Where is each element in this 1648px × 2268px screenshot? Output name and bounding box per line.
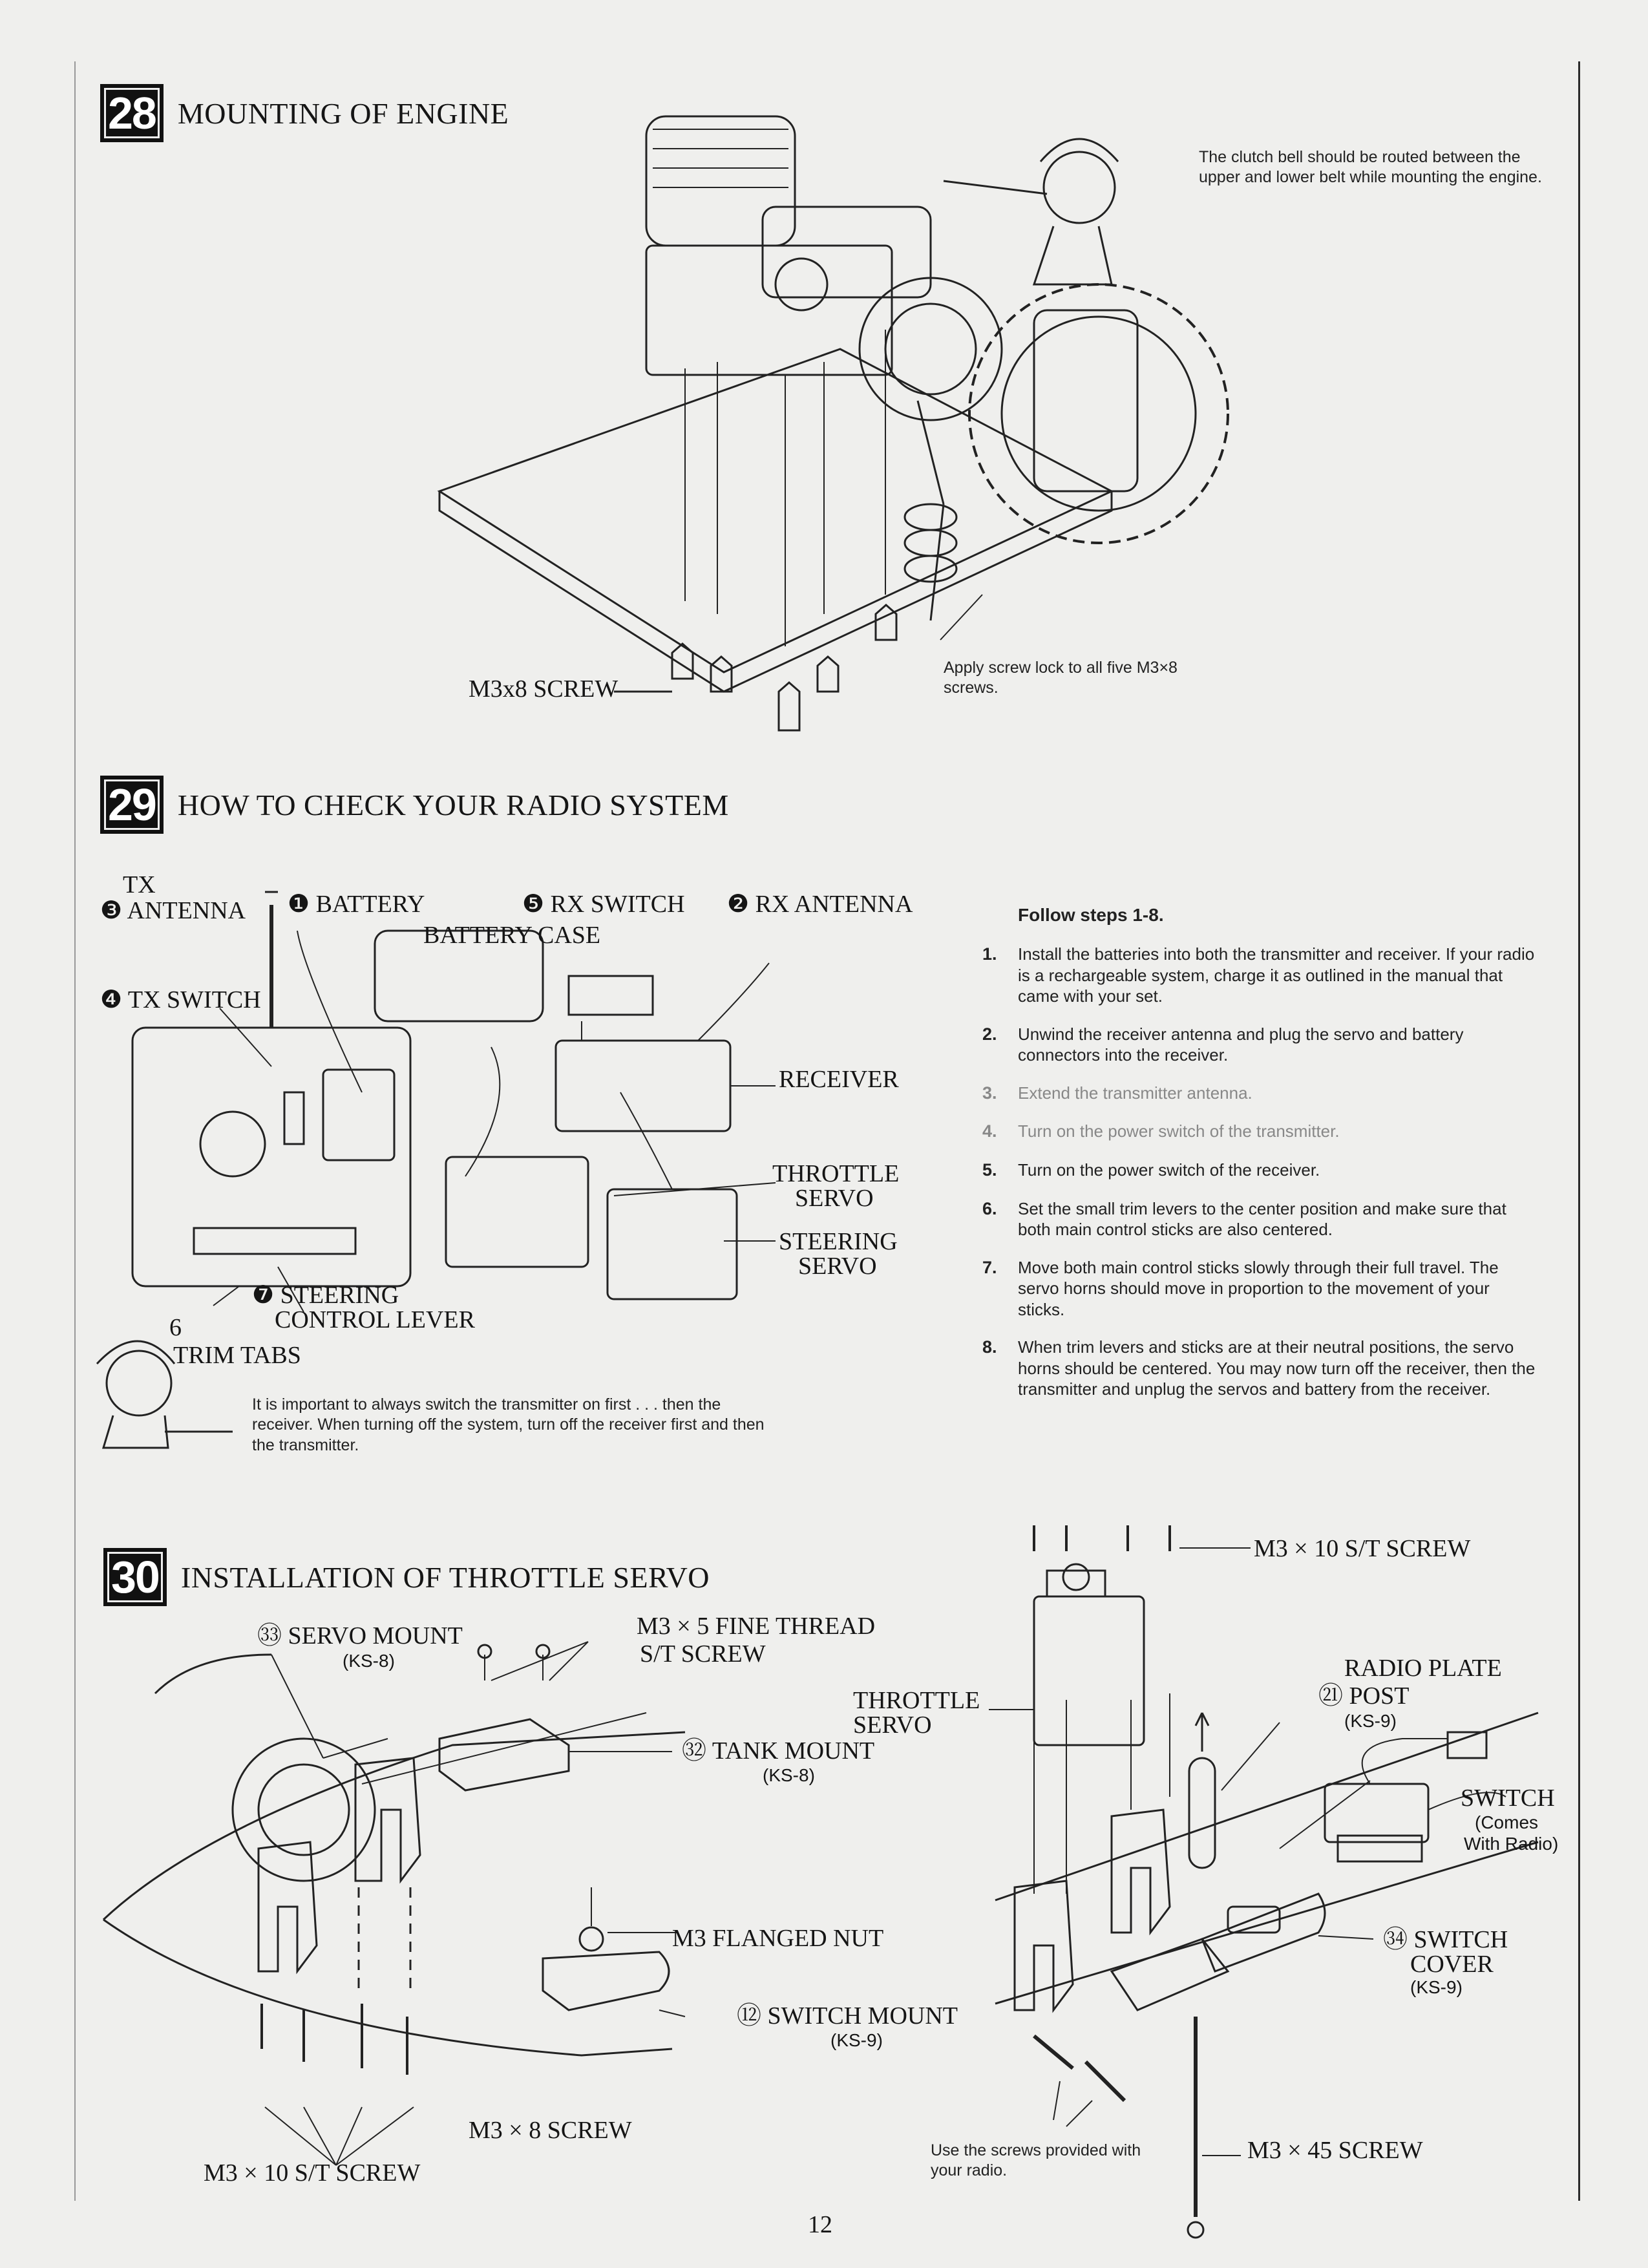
radio-plate-post-code: (KS-9) — [1344, 1711, 1397, 1731]
servo-mount-illustration — [103, 1642, 685, 2165]
step-3: 3. Extend the transmitter antenna. — [982, 1083, 1252, 1103]
battery-case-label: BATTERY CASE — [423, 922, 601, 949]
trim-tabs-number: 6 — [169, 1314, 182, 1341]
switch-note-line2: With Radio) — [1464, 1834, 1559, 1854]
section-30-number: 30 — [103, 1548, 167, 1606]
radio-plate-post-label-line2: ㉑ POST — [1318, 1682, 1410, 1710]
switch-mount-code: (KS-9) — [830, 2030, 883, 2050]
radio-screws-note: Use the screws provided with your radio. — [931, 2141, 1141, 2180]
section-29-title: HOW TO CHECK YOUR RADIO SYSTEM — [177, 788, 729, 821]
section-28-title: MOUNTING OF ENGINE — [177, 96, 509, 130]
tx-switch-label: ❹ TX SWITCH — [100, 986, 261, 1013]
switch-cover-label-line2: COVER — [1410, 1951, 1494, 1978]
steering-servo-label-line2: SERVO — [798, 1253, 877, 1280]
servo-mount-code: (KS-8) — [343, 1651, 395, 1671]
steering-lever-label-line2: CONTROL LEVER — [275, 1306, 475, 1333]
rx-switch-label: ❺ RX SWITCH — [522, 891, 685, 918]
tx-antenna-label-line1: TX — [123, 871, 156, 898]
section-30-title: INSTALLATION OF THROTTLE SERVO — [180, 1560, 710, 1594]
radio-check-steps — [982, 905, 1538, 1417]
steering-lever-label: ❼ STEERING — [252, 1282, 399, 1309]
step-8: 8. When trim levers and sticks are at their neutral positions, the servo horns should be centered. You may now turn off the receiver, then the transmitter and unplug the servos and battery from the receiver. — [982, 1337, 1536, 1399]
step-5: 5. Turn on the power switch of the receiver. — [982, 1160, 1320, 1180]
step-1: 1. Install the batteries into both the transmitter and receiver. If your radio is a rechargeable system, charge it as outlined in the manual that came with your set. — [982, 944, 1535, 1006]
throttle-servo-label-30: THROTTLE — [853, 1687, 980, 1714]
switch-cover-label: ㉞ SWITCH — [1383, 1926, 1508, 1953]
step-7: 7. Move both main control sticks slowly through their full travel. The servo horns should move in proportion to the movement of your sticks. — [982, 1257, 1499, 1319]
trim-tabs-label: TRIM TABS — [173, 1342, 301, 1369]
fine-thread-screw-label: M3 × 5 FINE THREAD — [637, 1613, 876, 1640]
step-6: 6. Set the small trim levers to the center position and make sure that both main control sticks are also centered. — [982, 1198, 1506, 1240]
tank-mount-label: ㉜ TANK MOUNT — [682, 1737, 875, 1765]
steps-heading: Follow steps 1-8. — [1018, 905, 1164, 925]
m3x8-screw-label: M3x8 SCREW — [469, 675, 618, 703]
tx-antenna-label: ❸ ANTENNA — [100, 897, 246, 924]
steering-servo-label: STEERING — [779, 1228, 898, 1255]
receiver-label: RECEIVER — [779, 1066, 899, 1093]
step-2: 2. Unwind the receiver antenna and plug the servo and battery connectors into the receiver. — [982, 1024, 1464, 1065]
switch-note-line1: (Comes — [1475, 1812, 1539, 1832]
throttle-servo-illustration — [989, 1525, 1538, 2238]
rx-antenna-label: ❷ RX ANTENNA — [727, 891, 913, 918]
flanged-nut-label: M3 FLANGED NUT — [672, 1925, 884, 1952]
section-28-header — [100, 84, 509, 142]
fine-thread-screw-label-line2: S/T SCREW — [640, 1640, 766, 1668]
m3x10-screw-label-right: M3 × 10 S/T SCREW — [1254, 1535, 1471, 1562]
throttle-servo-label-29-line2: SERVO — [795, 1185, 874, 1212]
engine-illustration — [439, 116, 1228, 730]
m3x10-screw-label-left: M3 × 10 S/T SCREW — [204, 2159, 421, 2187]
section-29-header — [100, 776, 729, 834]
switch-order-note: It is important to always switch the transmitter on first . . . then the receiver. When turning off the system, turn off the receiver first and then the transmitter. — [252, 1395, 765, 1454]
m3x8-screw-label-30: M3 × 8 SCREW — [469, 2117, 632, 2144]
section-28-number: 28 — [100, 84, 164, 142]
page-number: 12 — [808, 2211, 832, 2238]
section-30-header — [103, 1548, 710, 1606]
battery-label: ❶ BATTERY — [288, 891, 425, 918]
section-29-number: 29 — [100, 776, 164, 834]
throttle-servo-label-30-line2: SERVO — [853, 1712, 932, 1739]
screw-lock-note: Apply screw lock to all five M3×8 screws. — [944, 659, 1178, 697]
tank-mount-code: (KS-8) — [763, 1765, 815, 1785]
switch-label: SWITCH — [1461, 1785, 1555, 1812]
servo-mount-label: ㉝ SERVO MOUNT — [257, 1622, 463, 1649]
switch-cover-code: (KS-9) — [1410, 1977, 1463, 1997]
m3x45-screw-label: M3 × 45 SCREW — [1247, 2137, 1423, 2164]
radio-plate-post-label: RADIO PLATE — [1344, 1655, 1502, 1682]
step-4: 4. Turn on the power switch of the transmitter. — [982, 1121, 1340, 1141]
switch-mount-label: ⑫ SWITCH MOUNT — [737, 2002, 958, 2030]
clutch-bell-note: The clutch bell should be routed between the upper and lower belt while mounting the engine. — [1199, 148, 1542, 187]
throttle-servo-label-29: THROTTLE — [772, 1160, 900, 1187]
